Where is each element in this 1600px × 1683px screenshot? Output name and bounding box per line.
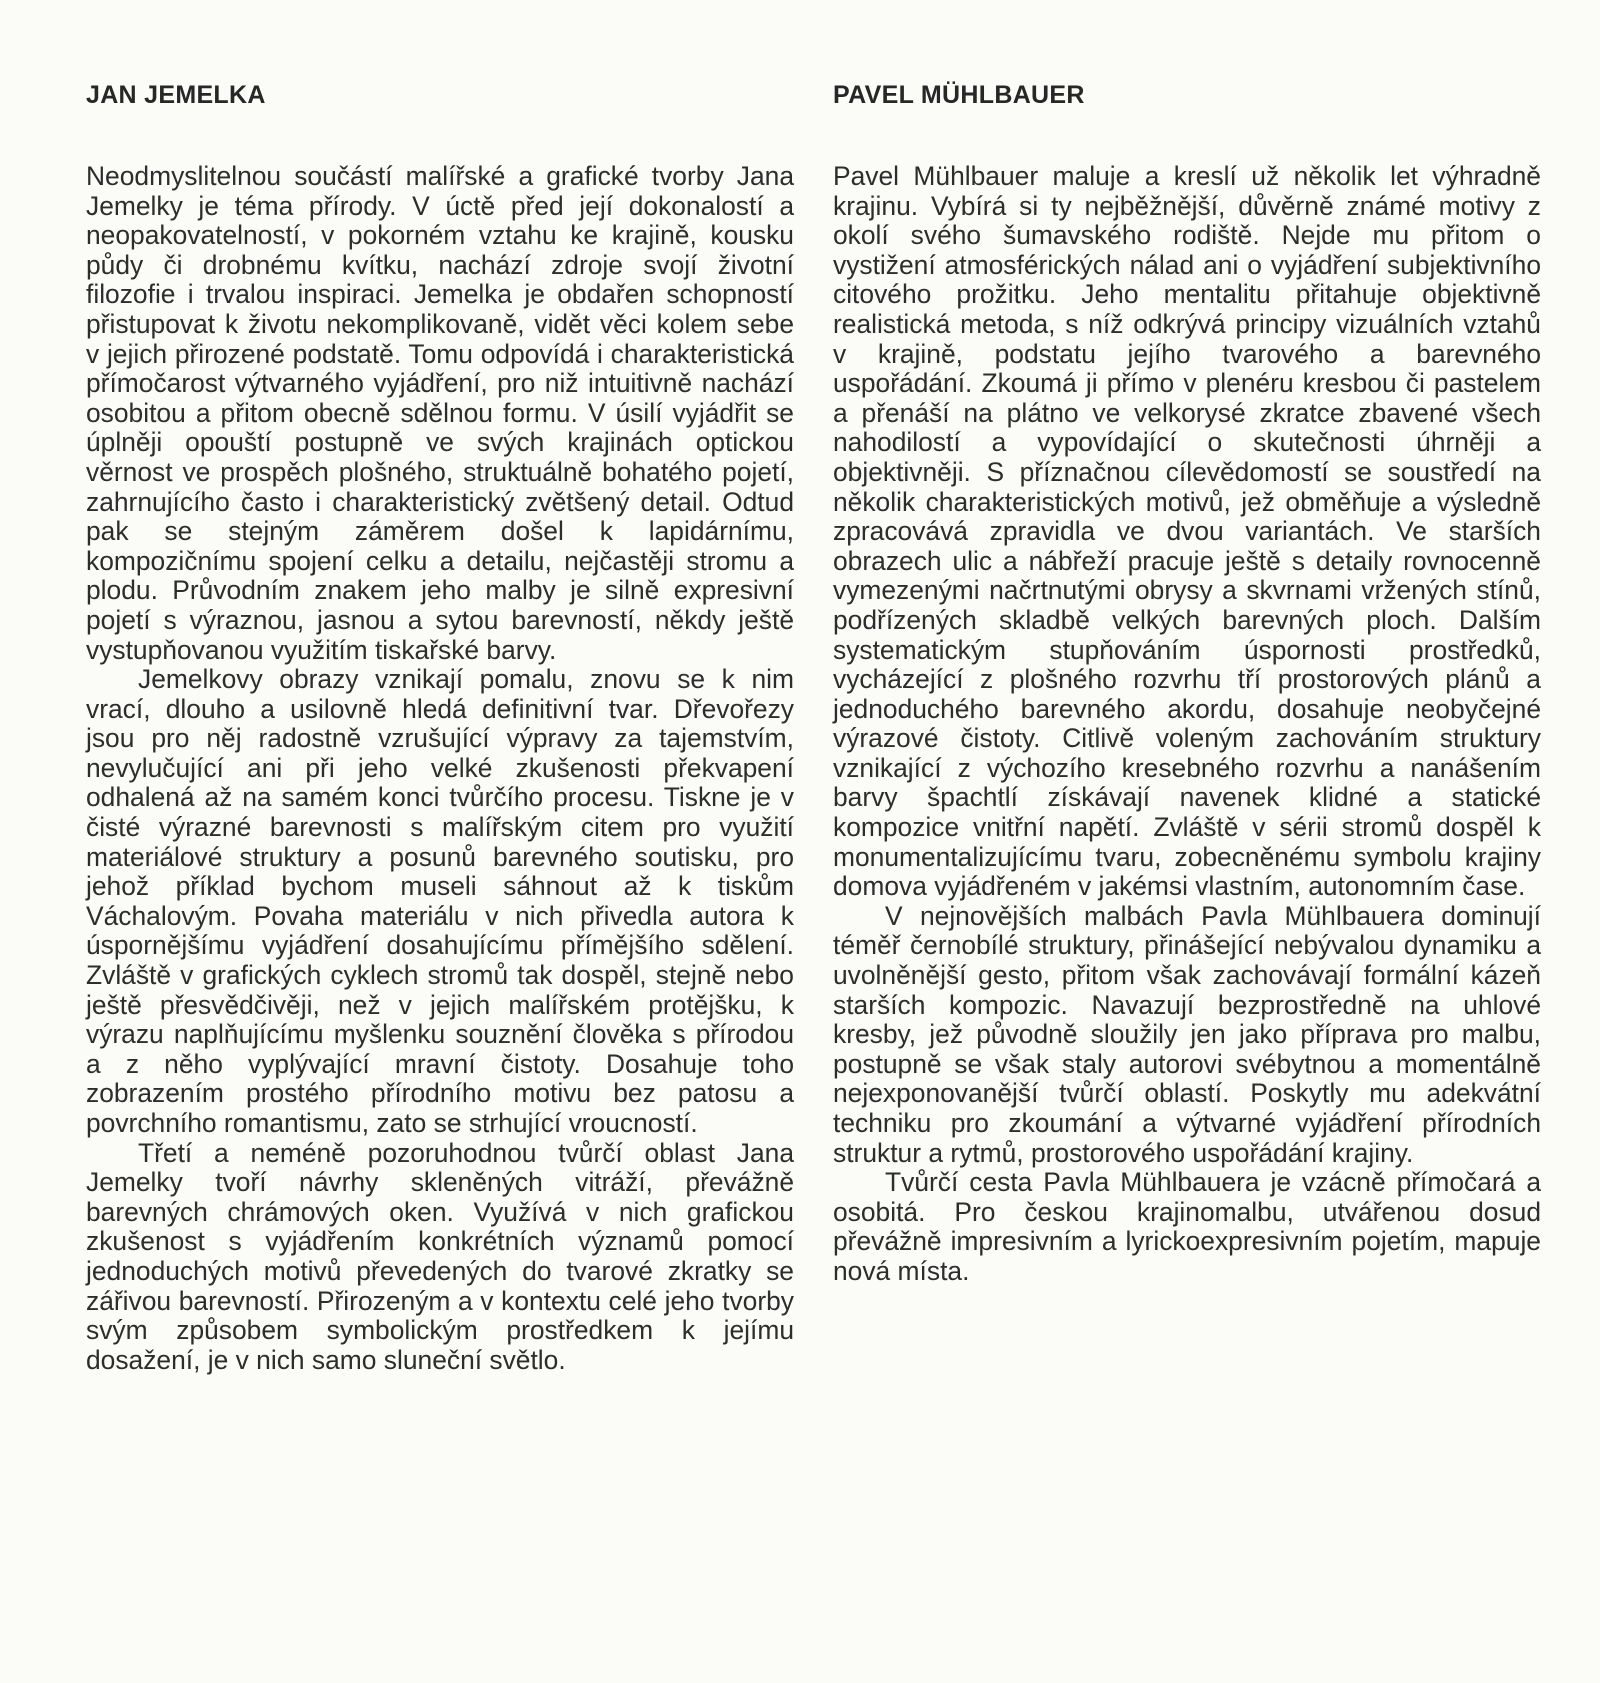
paragraph: V nejnovějších malbách Pavla Mühlbauera dominují téměř černobílé struktury, přinášející nebývalou dynamiku a uvolněnější gesto, přitom však zachovávají formální kázeň starších kompozic. Navazují bezprostředně na uhlové kresby, jež původně sloužily jen jako příprava pro malbu, postupně se však staly autorovi svébytnou a momentálně nejexponovanější tvůrčí oblastí. Poskytly mu adekvátní techniku pro zkoumání a výtvarné vyjádření přírodních struktur a rytmů, prostorového uspořádání krajiny.: [833, 900, 1541, 1168]
left-column-text: [86, 162, 794, 1375]
left-column: [86, 80, 794, 1375]
paragraph: Třetí a neméně pozoruhodnou tvůrčí oblast Jana Jemelky tvoří návrhy skleněných vitráží, převážně barevných chrámových oken. Využívá v nich grafickou zkušenost s vyjádřením konkrétních významů pomocí jednoduchých motivů převedených do tvarové zkratky se zářivou barevností. Přirozeným a v kontextu celé jeho tvorby svým způsobem symbolickým prostředkem k jejímu dosažení, je v nich samo sluneční světlo.: [86, 1137, 794, 1375]
paragraph: Neodmyslitelnou součástí malířské a grafické tvorby Jana Jemelky je téma přírody. V úctě před její dokonalostí a neopakovatelností, v pokorném vztahu ke krajině, kousku půdy či drobnému kvítku, nachází zdroje svojí životní filozofie i trvalou inspiraci. Jemelka je obdařen schopností přistupovat k životu nekomplikovaně, vidět věci kolem sebe v jejich přirozené podstatě. Tomu odpovídá i charakteristická přímočarost výtvarného vyjádření, pro niž intuitivně nachází osobitou a přitom obecně sdělnou formu. V úsilí vyjádřit se úplněji opouští postupně ve svých krajinách optickou věrnost ve prospěch plošného, struktuálně bohatého pojetí, zahrnujícího často i charakteristický zvětšený detail. Odtud pak se stejným záměrem došel k lapidárnímu, kompozičnímu spojení celku a detailu, nejčastěji stromu a plodu. Průvodním znakem jeho malby je silně expresivní pojetí s výraznou, jasnou a sytou barevností, někdy ještě vystupňovanou využitím tiskařské barvy.: [86, 161, 794, 665]
paragraph: Jemelkovy obrazy vznikají pomalu, znovu se k nim vrací, dlouho a usilovně hledá definitivní tvar. Dřevořezy jsou pro něj radostně vzrušující výpravy za tajemstvím, nevylučující ani při jeho velké zkušenosti překvapení odhalená až na samém konci tvůrčího procesu. Tiskne je v čisté výrazné barevnosti s malířským citem pro využití materiálové struktury a posunů barevného soutisku, pro jehož příklad bychom museli sáhnout až k tiskům Váchalovým. Povaha materiálu v nich přivedla autora k úspornějšímu vyjádření dosahujícímu přímějšího sdělení. Zvláště v grafických cyklech stromů tak dospěl, stejně nebo ještě přesvědčivěji, než v jejich malířském protějšku, k výrazu naplňujícímu myšlenku souznění člověka s přírodou a z něho vyplývající mravní čistoty. Dosahuje toho zobrazením prostého přírodního motivu bez patosu a povrchního romantismu, zato se strhující vroucností.: [86, 664, 794, 1138]
paragraph: Tvůrčí cesta Pavla Mühlbauera je vzácně přímočará a osobitá. Pro českou krajinomalbu, utvářenou dosud převážně impresivním a lyrickoexpresivním pojetím, mapuje nová místa.: [833, 1167, 1541, 1286]
paragraph: Pavel Mühlbauer maluje a kreslí už několik let výhradně krajinu. Vybírá si ty nejběžnější, důvěrně známé motivy z okolí svého šumavského rodiště. Nejde mu přitom o vystižení atmosférických nálad ani o vyjádření subjektivního citového prožitku. Jeho mentalitu přitahuje objektivně realistická metoda, s níž odkrývá principy vizuálních vztahů v krajině, podstatu jejího tvarového a barevného uspořádání. Zkoumá ji přímo v plenéru kresbou či pastelem a přenáší na plátno ve velkorysé zkratce zbavené všech nahodilostí a vypovídající o skutečnosti úhrněji a objektivněji. S příznačnou cílevědomostí se soustředí na několik charakteristických motivů, jež obměňuje a výsledně zpracovává zpravidla ve dvou variantách. Ve starších obrazech ulic a nábřeží pracuje ještě s detaily rovnocenně vymezenými načrtnutými obrysy a skvrnami vržených stínů, podřízených skladbě velkých barevných ploch. Dalším systematickým stupňováním úspornosti prostředků, vycházející z plošného rozvrhu tří prostorových plánů a jednoduchého barevného akordu, dosahuje neobyčejné výrazové čistoty. Citlivě voleným zachováním struktury vznikající z výchozího kresebného rozvrhu a nanášením barvy špachtlí získávají navenek klidné a statické kompozice vnitřní napětí. Zvláště v sérii stromů dospěl k monumentalizujícímu tvaru, zobecněnému symbolu krajiny domova vyjádřeném v jakémsi vlastním, autonomním čase.: [833, 161, 1541, 902]
right-column: [833, 80, 1541, 1287]
artist-heading-muhlbauer: PAVEL MÜHLBAUER: [833, 81, 1085, 109]
artist-heading-jemelka: JAN JEMELKA: [86, 81, 266, 109]
right-column-text: [833, 162, 1541, 1287]
